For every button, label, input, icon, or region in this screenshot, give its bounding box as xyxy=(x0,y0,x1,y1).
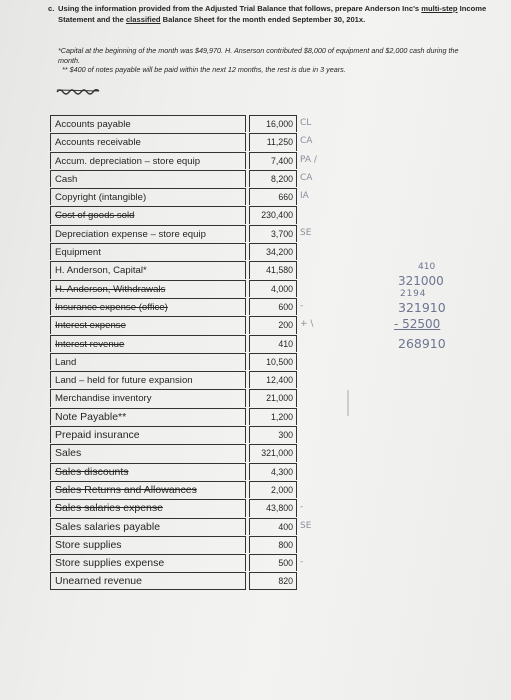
account-name: Sales salaries expense xyxy=(50,499,246,516)
table-row xyxy=(50,261,338,279)
question-text-after: Balance Sheet for the month ended September 30, 201x. xyxy=(160,14,366,24)
calc-line-2: 321000 xyxy=(398,274,444,288)
table-row xyxy=(50,152,338,170)
table-row xyxy=(50,463,338,481)
calc-line-4: 321910 xyxy=(398,300,446,315)
classification-mark: PA / xyxy=(300,154,317,165)
table-row xyxy=(50,371,338,389)
account-amount: 3,700 xyxy=(249,225,297,242)
trial-balance-table xyxy=(50,115,338,591)
table-row xyxy=(50,481,338,499)
table-row xyxy=(50,188,338,206)
account-name: H. Anderson, Withdrawals xyxy=(50,280,246,297)
account-name: Sales xyxy=(50,444,246,461)
account-name: Depreciation expense – store equip xyxy=(50,225,246,242)
account-name: Accum. depreciation – store equip xyxy=(50,152,246,169)
account-amount: 230,400 xyxy=(249,206,297,223)
account-amount: 2,000 xyxy=(249,481,297,498)
account-name: Land xyxy=(50,353,246,370)
account-name: Interest expense xyxy=(50,316,246,333)
table-row xyxy=(50,335,338,353)
scribble-mark xyxy=(56,87,100,95)
classification-mark: - xyxy=(300,502,304,513)
account-amount: 800 xyxy=(249,536,297,553)
account-name: Note Payable** xyxy=(50,408,246,425)
account-name: Merchandise inventory xyxy=(50,389,246,406)
table-row xyxy=(50,115,338,133)
account-amount: 820 xyxy=(249,572,297,589)
classification-mark: CL xyxy=(300,118,312,128)
question-letter: c. xyxy=(48,4,55,13)
classification-mark: SE xyxy=(300,520,312,531)
account-amount: 7,400 xyxy=(249,152,297,169)
account-name: Unearned revenue xyxy=(50,572,246,589)
classification-mark: CA xyxy=(300,172,313,183)
account-amount: 410 xyxy=(249,335,297,352)
calc-line-6: 268910 xyxy=(398,336,446,351)
classification-mark: - xyxy=(300,557,304,568)
table-row xyxy=(50,408,338,426)
table-row xyxy=(50,133,338,151)
account-amount: 321,000 xyxy=(249,444,297,461)
account-name: Cash xyxy=(50,170,246,187)
classified-link: classified xyxy=(125,14,161,24)
account-amount: 660 xyxy=(249,188,297,205)
note-capital: *Capital at the beginning of the month was $49,970. H. Anserson contributed $8,000 of equipment and $2,000 cash during the month. xyxy=(58,46,459,65)
account-amount: 8,200 xyxy=(249,170,297,187)
question-text-before: Using the information provided from the Adjusted Trial Balance that follows, prepare Anderson Inc's xyxy=(58,4,422,13)
account-amount: 300 xyxy=(249,426,297,443)
table-row xyxy=(50,426,338,444)
table-row xyxy=(50,518,338,536)
account-amount: 21,000 xyxy=(249,389,297,406)
account-name: Accounts payable xyxy=(50,115,246,132)
multistep-link: multi-step xyxy=(421,4,458,13)
account-name: Cost of goods sold xyxy=(50,206,246,223)
account-amount: 400 xyxy=(249,518,297,535)
notes xyxy=(58,46,478,75)
account-name: Sales Returns and Allowances xyxy=(50,481,246,498)
account-name: Equipment xyxy=(50,243,246,260)
account-amount: 500 xyxy=(249,554,297,571)
account-amount: 11,250 xyxy=(249,133,297,150)
table-row xyxy=(50,499,338,517)
calc-line-1: 410 xyxy=(418,262,436,272)
classification-mark: + \ xyxy=(300,319,314,330)
classification-mark: - xyxy=(300,300,304,311)
table-row xyxy=(50,206,338,224)
account-name: Sales discounts xyxy=(50,463,246,480)
account-name: Prepaid insurance xyxy=(50,426,246,443)
account-amount: 10,500 xyxy=(249,353,297,370)
account-name: Insurance expense (office) xyxy=(50,298,246,315)
account-amount: 1,200 xyxy=(249,408,297,425)
account-amount: 600 xyxy=(249,298,297,315)
table-row xyxy=(50,389,338,407)
pencil-stroke xyxy=(344,388,352,418)
table-row xyxy=(50,536,338,554)
question-text-mid: Income Statement and the xyxy=(58,4,487,24)
account-amount: 200 xyxy=(249,316,297,333)
account-amount: 4,300 xyxy=(249,463,297,480)
table-row xyxy=(50,572,338,590)
classification-mark: SE xyxy=(300,227,312,238)
account-name: Sales salaries payable xyxy=(50,518,246,535)
note-payable: ** $400 of notes payable will be paid within the next 12 months, the rest is due in 3 years. xyxy=(62,65,346,75)
account-amount: 12,400 xyxy=(249,371,297,388)
table-row xyxy=(50,170,338,188)
classification-mark: CA xyxy=(300,136,313,147)
table-row xyxy=(50,225,338,243)
table-row xyxy=(50,243,338,261)
table-row xyxy=(50,298,338,316)
calc-line-3: 2 1 9 4 xyxy=(400,289,425,299)
account-name: Store supplies expense xyxy=(50,554,246,571)
account-amount: 34,200 xyxy=(249,243,297,260)
account-name: Land – held for future expansion xyxy=(50,371,246,388)
table-row xyxy=(50,280,338,298)
account-name: H. Anderson, Capital* xyxy=(50,261,246,278)
account-name: Interest revenue xyxy=(50,335,246,352)
classification-mark: IA xyxy=(300,191,309,202)
account-amount: 41,580 xyxy=(249,261,297,278)
table-row xyxy=(50,554,338,572)
account-amount: 43,800 xyxy=(249,499,297,516)
account-name: Store supplies xyxy=(50,536,246,553)
account-name: Copyright (intangible) xyxy=(50,188,246,205)
table-row xyxy=(50,444,338,462)
table-row xyxy=(50,316,338,334)
account-amount: 16,000 xyxy=(249,115,297,132)
account-amount: 4,000 xyxy=(249,280,297,297)
calc-line-5: - 52500 xyxy=(394,317,441,331)
account-name: Accounts receivable xyxy=(50,133,246,150)
table-row xyxy=(50,353,338,371)
question-text xyxy=(48,4,498,25)
